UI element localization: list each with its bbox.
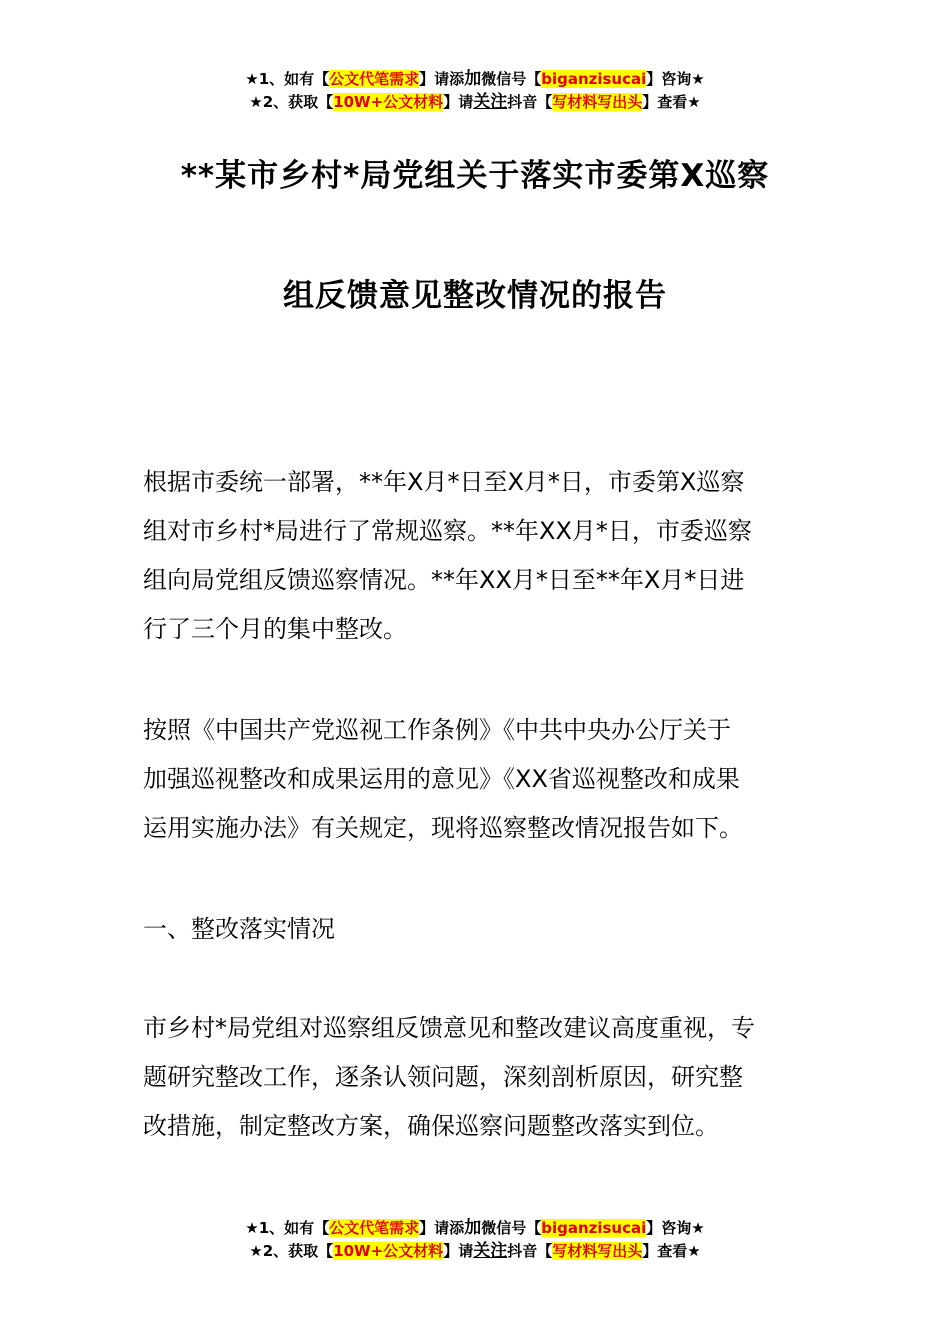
materials-highlight: 10W+公文材料	[333, 93, 444, 111]
service-highlight: 公文代笔需求	[329, 1219, 420, 1237]
douyin-highlight: 写材料写出头	[552, 1242, 643, 1260]
body-paragraph-2: 按照《中国共产党巡视工作条例》《中共中央办公厅关于 加强巡视整改和成果运用的意见》《XX省巡视整改和成果 运用实施办法》有关规定，现将巡察整改情况报告如下。	[143, 716, 743, 842]
footer-banner	[0, 1217, 950, 1263]
banner-line-1: ★1、如有【公文代笔需求】请添加微信号【biganzisucai】咨询★	[245, 1218, 705, 1238]
body-paragraph-1: 根据市委统一部署，**年X月*日至X月*日，市委第X巡察 组对市乡村*局进行了常规巡察。**年XX月*日，市委巡察 组向局党组反馈巡察情况。**年XX月*日至**年X月*日进 行了三个月的集中整改。	[143, 468, 752, 643]
body-paragraph-3: 市乡村*局党组对巡察组反馈意见和整改建议高度重视，专 题研究整改工作，逐条认领问题，深刻剖析原因，研究整 改措施，制定整改方案，确保巡察问题整改落实到位。	[143, 1014, 755, 1140]
star-icon: ★	[249, 93, 263, 111]
star-icon: ★	[245, 1219, 259, 1237]
star-icon: ★	[249, 1242, 263, 1260]
header-banner	[0, 68, 950, 114]
document-title-line-2: 组反馈意见整改情况的报告	[283, 278, 667, 314]
douyin-highlight: 写材料写出头	[552, 93, 643, 111]
star-icon: ★	[245, 70, 259, 88]
wechat-id-highlight: biganzisucai	[541, 1219, 647, 1237]
banner-line-1: ★1、如有【公文代笔需求】请添加微信号【biganzisucai】咨询★	[245, 69, 705, 89]
section-heading-1: 一、整改落实情况	[143, 915, 335, 943]
service-highlight: 公文代笔需求	[329, 70, 420, 88]
materials-highlight: 10W+公文材料	[333, 1242, 444, 1260]
document-title-line-1: **某市乡村*局党组关于落实市委第X巡察	[180, 158, 770, 194]
banner-line-2: ★2、获取【10W+公文材料】请关注抖音【写材料写出头】查看★	[249, 1241, 701, 1261]
banner-line-2: ★2、获取【10W+公文材料】请关注抖音【写材料写出头】查看★	[249, 92, 701, 112]
wechat-id-highlight: biganzisucai	[541, 70, 647, 88]
